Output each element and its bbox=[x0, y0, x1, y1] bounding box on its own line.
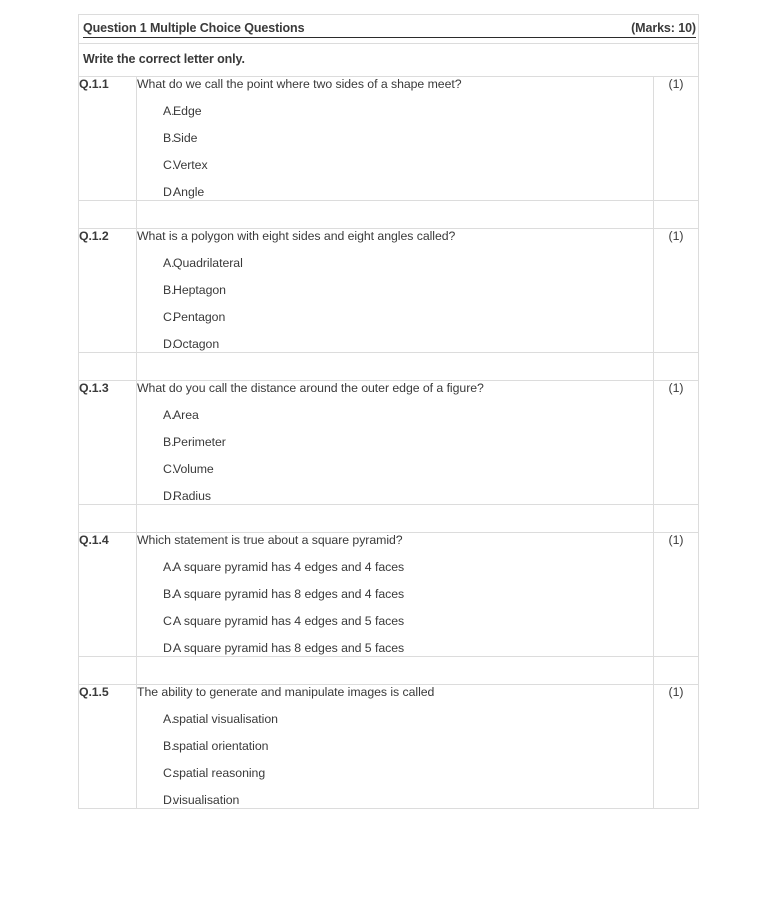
spacer-cell-marks bbox=[654, 657, 699, 685]
option-letter: D. bbox=[163, 793, 176, 807]
option-list bbox=[137, 712, 653, 808]
option-4-c[interactable] bbox=[137, 614, 653, 629]
spacer-cell-body bbox=[137, 657, 654, 685]
option-letter: D. bbox=[163, 337, 176, 351]
option-text: Perimeter bbox=[173, 435, 226, 449]
row-spacer bbox=[79, 201, 699, 229]
option-list bbox=[137, 256, 653, 352]
option-5-d[interactable] bbox=[137, 793, 653, 808]
option-text: Angle bbox=[173, 185, 205, 199]
question-number: Q.1.5 bbox=[79, 685, 137, 809]
option-1-c[interactable] bbox=[137, 158, 653, 173]
question-stem: What do you call the distance around the outer edge of a figure? bbox=[137, 381, 484, 395]
question-marks: (1) bbox=[654, 77, 699, 201]
option-text: visualisation bbox=[173, 793, 240, 807]
option-letter: B. bbox=[163, 435, 175, 449]
question-row-3 bbox=[79, 381, 699, 505]
question-stem: Which statement is true about a square pyramid? bbox=[137, 533, 403, 547]
option-text: spatial visualisation bbox=[173, 712, 278, 726]
paper-header-row bbox=[79, 15, 699, 44]
option-letter: A. bbox=[163, 256, 175, 270]
question-body bbox=[137, 533, 654, 657]
question-number: Q.1.4 bbox=[79, 533, 137, 657]
option-text: Vertex bbox=[173, 158, 208, 172]
spacer-cell-body bbox=[137, 201, 654, 229]
question-stem: What do we call the point where two sides of a shape meet? bbox=[137, 77, 462, 91]
option-text: A square pyramid has 8 edges and 5 faces bbox=[173, 641, 405, 655]
question-paper-table bbox=[78, 14, 699, 809]
option-letter: A. bbox=[163, 560, 175, 574]
spacer-cell-body bbox=[137, 353, 654, 381]
question-body bbox=[137, 229, 654, 353]
option-letter: C. bbox=[163, 310, 176, 324]
option-letter: B. bbox=[163, 283, 175, 297]
option-1-b[interactable] bbox=[137, 131, 653, 146]
row-spacer bbox=[79, 353, 699, 381]
option-list bbox=[137, 408, 653, 504]
option-text: Volume bbox=[173, 462, 214, 476]
question-body bbox=[137, 685, 654, 809]
option-letter: C. bbox=[163, 766, 176, 780]
paper-header-cell bbox=[79, 15, 699, 44]
instruction-text: Write the correct letter only. bbox=[83, 52, 245, 66]
option-text: Pentagon bbox=[173, 310, 226, 324]
option-5-a[interactable] bbox=[137, 712, 653, 727]
option-text: Area bbox=[173, 408, 199, 422]
questions-container bbox=[79, 77, 699, 809]
page-title: Question 1 Multiple Choice Questions bbox=[83, 21, 305, 35]
option-letter: D. bbox=[163, 185, 176, 199]
question-row-2 bbox=[79, 229, 699, 353]
option-letter: A. bbox=[163, 712, 175, 726]
option-1-d[interactable] bbox=[137, 185, 653, 200]
question-number: Q.1.3 bbox=[79, 381, 137, 505]
spacer-cell-qno bbox=[79, 201, 137, 229]
question-body bbox=[137, 381, 654, 505]
spacer-cell-body bbox=[137, 505, 654, 533]
question-marks: (1) bbox=[654, 533, 699, 657]
spacer-cell-marks bbox=[654, 353, 699, 381]
option-2-d[interactable] bbox=[137, 337, 653, 352]
option-text: A square pyramid has 8 edges and 4 faces bbox=[173, 587, 405, 601]
row-spacer bbox=[79, 657, 699, 685]
question-row-1 bbox=[79, 77, 699, 201]
option-letter: D. bbox=[163, 641, 176, 655]
instruction-cell bbox=[79, 44, 699, 77]
paper-header bbox=[83, 21, 696, 38]
question-marks: (1) bbox=[654, 229, 699, 353]
question-row-4 bbox=[79, 533, 699, 657]
spacer-cell-marks bbox=[654, 505, 699, 533]
option-3-b[interactable] bbox=[137, 435, 653, 450]
option-4-d[interactable] bbox=[137, 641, 653, 656]
question-number: Q.1.2 bbox=[79, 229, 137, 353]
spacer-cell-qno bbox=[79, 353, 137, 381]
option-3-a[interactable] bbox=[137, 408, 653, 423]
option-4-a[interactable] bbox=[137, 560, 653, 575]
option-letter: B. bbox=[163, 739, 175, 753]
option-list bbox=[137, 104, 653, 200]
spacer-cell-qno bbox=[79, 657, 137, 685]
question-stem: The ability to generate and manipulate images is called bbox=[137, 685, 435, 699]
option-text: Edge bbox=[173, 104, 202, 118]
option-letter: A. bbox=[163, 104, 175, 118]
question-stem: What is a polygon with eight sides and eight angles called? bbox=[137, 229, 456, 243]
instruction-row bbox=[79, 44, 699, 77]
option-text: A square pyramid has 4 edges and 5 faces bbox=[173, 614, 405, 628]
option-text: Radius bbox=[173, 489, 211, 503]
option-5-b[interactable] bbox=[137, 739, 653, 754]
total-marks: (Marks: 10) bbox=[631, 21, 696, 35]
spacer-cell-marks bbox=[654, 201, 699, 229]
question-row-5 bbox=[79, 685, 699, 809]
option-letter: B. bbox=[163, 131, 175, 145]
option-text: Heptagon bbox=[173, 283, 226, 297]
option-letter: C. bbox=[163, 158, 176, 172]
option-list bbox=[137, 560, 653, 656]
question-marks: (1) bbox=[654, 381, 699, 505]
option-letter: D. bbox=[163, 489, 176, 503]
option-letter: C. bbox=[163, 462, 176, 476]
option-letter: A. bbox=[163, 408, 175, 422]
option-5-c[interactable] bbox=[137, 766, 653, 781]
option-text: Octagon bbox=[173, 337, 220, 351]
option-2-b[interactable] bbox=[137, 283, 653, 298]
option-letter: B. bbox=[163, 587, 175, 601]
option-text: spatial orientation bbox=[173, 739, 269, 753]
question-marks: (1) bbox=[654, 685, 699, 809]
option-3-d[interactable] bbox=[137, 489, 653, 504]
option-2-a[interactable] bbox=[137, 256, 653, 271]
question-body bbox=[137, 77, 654, 201]
option-2-c[interactable] bbox=[137, 310, 653, 325]
question-paper-body bbox=[79, 15, 699, 77]
row-spacer bbox=[79, 505, 699, 533]
option-letter: C. bbox=[163, 614, 176, 628]
question-number: Q.1.1 bbox=[79, 77, 137, 201]
spacer-cell-qno bbox=[79, 505, 137, 533]
option-text: Quadrilateral bbox=[173, 256, 243, 270]
option-3-c[interactable] bbox=[137, 462, 653, 477]
option-text: Side bbox=[173, 131, 198, 145]
option-text: spatial reasoning bbox=[173, 766, 266, 780]
option-1-a[interactable] bbox=[137, 104, 653, 119]
option-text: A square pyramid has 4 edges and 4 faces bbox=[173, 560, 405, 574]
option-4-b[interactable] bbox=[137, 587, 653, 602]
